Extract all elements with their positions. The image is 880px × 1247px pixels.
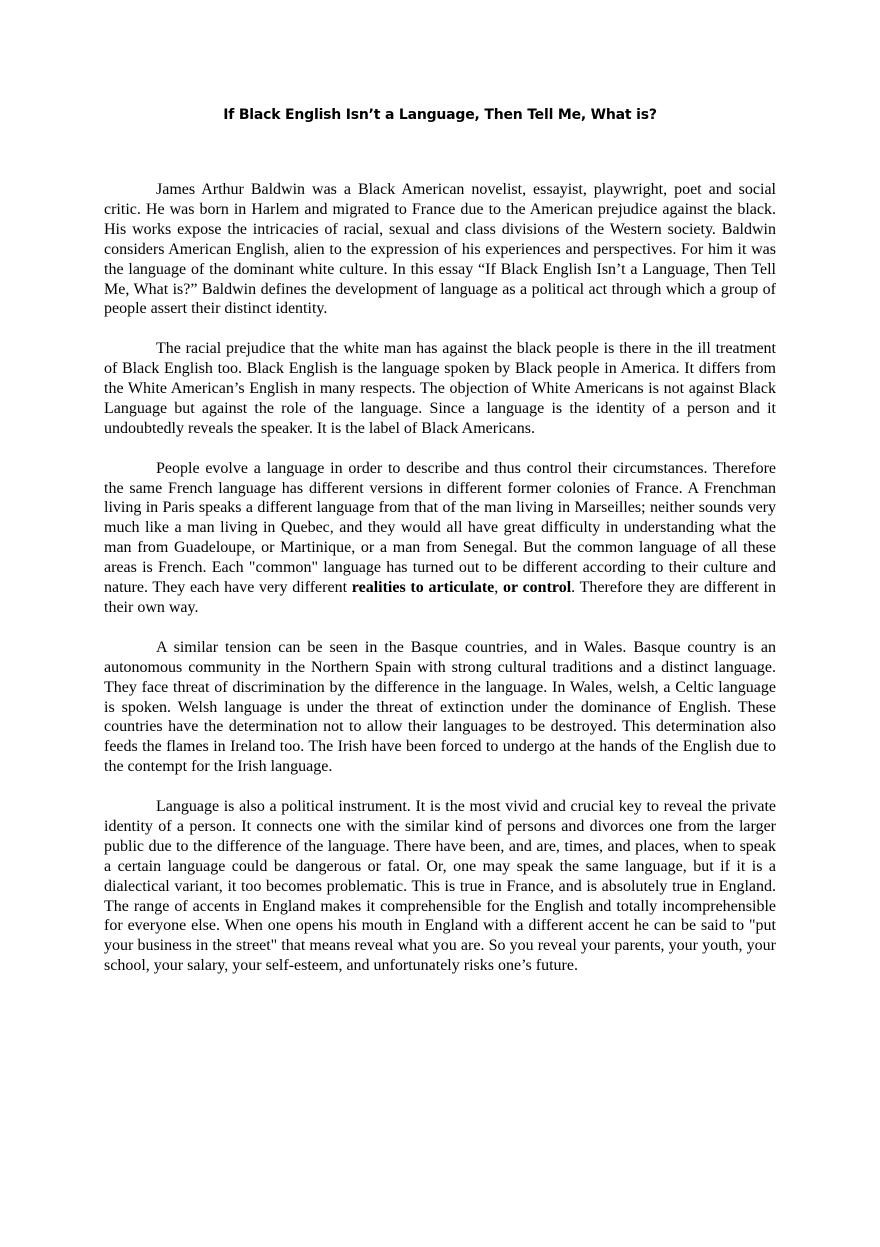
emphasis-or-control: or control: [503, 579, 572, 597]
document-title: If Black English Isn’t a Language, Then Tell Me, What is?: [223, 107, 657, 123]
paragraph-4: A similar tension can be seen in the Basque countries, and in Wales. Basque country is an autonomous community in the Northern Spain with strong cultural traditions and a distinct language. They face threat of discrimination by the difference in the language. In Wales, welsh, a Celtic language is spoken. Welsh language is under the threat of extinction under the dominance of English. These countries have the determination not to allow their languages to be destroyed. This determination also feeds the flames in Ireland too. The Irish have been forced to undergo at the hands of the English due to the contempt for the Irish language.: [104, 638, 776, 776]
paragraph-3-text-before: People evolve a language in order to describe and thus control their circumstances. Therefore the same French language has different versions in different former colonies of France. A Frenchman living in Paris speaks a different language from that of the man living in Marseilles; neither sounds very much like a man living in Quebec, and they would all have great difficulty in understanding what the man from Guadeloupe, or Martinique, or a man from Senegal. But the common language of all these areas is French. Each "common" language has turned out to be different according to their culture and nature. They each have very different: [104, 459, 776, 597]
paragraph-1: James Arthur Baldwin was a Black American novelist, essayist, playwright, poet and social critic. He was born in Harlem and migrated to France due to the American prejudice against the black. His works expose the intricacies of racial, sexual and class divisions of the Western society. Baldwin considers American English, alien to the expression of his experiences and perspectives. For him it was the language of the dominant white culture. In this essay “If Black English Isn’t a Language, Then Tell Me, What is?” Baldwin defines the development of language as a political act through which a group of people assert their distinct identity.: [104, 181, 776, 318]
paragraph-2: The racial prejudice that the white man has against the black people is there in the ill treatment of Black English too. Black English is the language spoken by Black people in America. It differs from the White American’s English in many respects. The objection of White Americans is not against Black Language but against the role of the language. Since a language is the identity of a person and it undoubtedly reveals the speaker. It is the label of Black Americans.: [104, 340, 776, 437]
paragraph-5: Language is also a political instrument. It is the most vivid and crucial key to reveal the private identity of a person. It connects one with the similar kind of persons and divorces one from the larger public due to the difference of the language. There have been, and are, times, and places, when to speak a certain language could be dangerous or fatal. Or, one may speak the same language, but if it is a dialectical variant, it too becomes problematic. This is true in France, and is absolutely true in England. The range of accents in England makes it comprehensible for the English and totally incomprehensible for everyone else. When one opens his mouth in England with a different accent he can be said to "put your business in the street" that means reveal what you are. So you reveal your parents, your youth, your school, your salary, your self-esteem, and unfortunately risks one’s future.: [104, 798, 776, 975]
emphasis-realities-to-articulate: realities to articulate: [351, 579, 495, 597]
paragraph-3: [104, 459, 776, 618]
paragraph-3-text-after: . Therefore they are different in their own way.: [104, 579, 776, 616]
paragraph-3-text-middle: ,: [494, 579, 504, 597]
document-body: [104, 180, 776, 996]
